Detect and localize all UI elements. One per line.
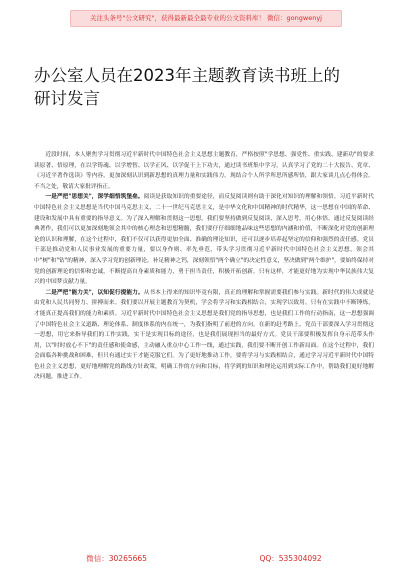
document-title: [34, 64, 374, 110]
document-body: [34, 150, 374, 383]
title-line-1: 办公室人员在2023年主题教育读书班上的: [34, 66, 340, 85]
footer-wechat: 微信：30265665: [86, 553, 147, 563]
top-banner: 关注头条号"公文研究"，获得最新最全最专业的公文资料库！ 微信：gongwenyj: [70, 10, 342, 27]
paragraph-1: [34, 192, 374, 287]
paragraph-1-lead: 一是严把"思想关"，深学细悟筑堡垒。: [45, 194, 144, 201]
title-line-2: 研讨发言: [34, 89, 100, 108]
paragraph-2-lead: 二是严把"能力关"，以知促行提能力。: [45, 289, 144, 296]
footer-qq: QQ：535304092: [259, 553, 322, 563]
paragraph-1-body: 阅读是获取知识的重要途径，而反复阅读则有助于深化对知识的理解和领悟。习近平新时代中国特色社会主义思想是当代中国马克思主义、二十一世纪马克思主义，是中华文化和中国精神的时代精华，这一思想在中国的革命、建设和发展中具有重要的指导意义。为了深入理解和贯彻这一思想，我们要坚持做到反复阅读、深入思考，用心体悟。通过反复阅读经典著作，我们可以更加深刻地领会其中的核心理念和思想精髓，我们要仔仔细细地品味这些思想的内涵和价值，不断深化对党的创新理论的认识和理解，在这个过程中，我们不仅可以获得更加全面、准确的理论知识，还可以逐步培养起坚定的信仰和强烈的责任感。党员干部是推动党和人民事业发展的重要力量，要以身作则、率先垂范，带头学习贯彻习近平新时代中国特色社会主义思想，领会其中"树"和"钻"的精神，深入学习党的创新理论，补足精神之钙，深刻领悟"两个确立"的决定性意义，坚决做到"两个维护"，要始终保持对党的创新理论的信仰和忠诚，不断提高自身素质和能力，勇于担当责任，积极开拓创新。只有这样，才能更好地为实现中华民族伟大复兴的中国梦贡献力量。: [34, 194, 374, 286]
footer-contacts: [30, 550, 378, 566]
paragraph-2-body: 从书本上得来的知识毕竟有限，真正的理解和掌握需要我们参与实践。新时代的伟大成就是由党和人民共同努力、拼搏而来。我们要以开展主题教育为契机，学会将学习和实践相结合，实现学以致用。只有在实践中不断锤炼，才能真正提高我们的能力和素质。习近平新时代中国特色社会主义思想是我们党的指导思想，也是我们工作的行动指南，这一思想强调了中国特色社会主义道路、理论体系、制度体系的内在统一，为我们指明了前进的方向。在新的赶考路上，党员干部要深入学习贯彻这一思想，用它来指导我们的工作实践，实干是实现目标的途径，也是我们展现担当的最好方式。党员干部要积极发挥自身示范带头作用，以"时时放心不下"的责任感和使命感，主动融入重点中心工作一线，通过实践，我们要不断开创工作新局面。在这个过程中，我们会面临各种挑战和困难，但只有通过实干才能克服它们。为了更好地推动工作，要将学习与实践相结合，通过学习习近平新时代中国特色社会主义思想，更好地理解党的路线方针政策，明确工作的方向和目标，将学到的知识和理论运用到实际工作中，帮助我们更好地解决问题，推进工作。: [34, 289, 374, 381]
intro-paragraph: 近段时间，本人聚焦学习贯彻习近平新时代中国特色社会主义思想主题教育，严格按照"学思想、强党性、重实践、建新功"的要求读原著、悟原理，在以学铸魂、以学增智、以学正风、以学促干上下功夫，通过读书班集中学习，认真学习了党的二十大报告、党章、《习近平著作选读》等内容，更加深刻认识到新思想的真理力量和实践伟力。现结合个人所学所思所感所悟，跟大家谈几点心得体会。不当之处，敬请大家批评指正。: [34, 152, 374, 190]
paragraph-2: [34, 288, 374, 383]
